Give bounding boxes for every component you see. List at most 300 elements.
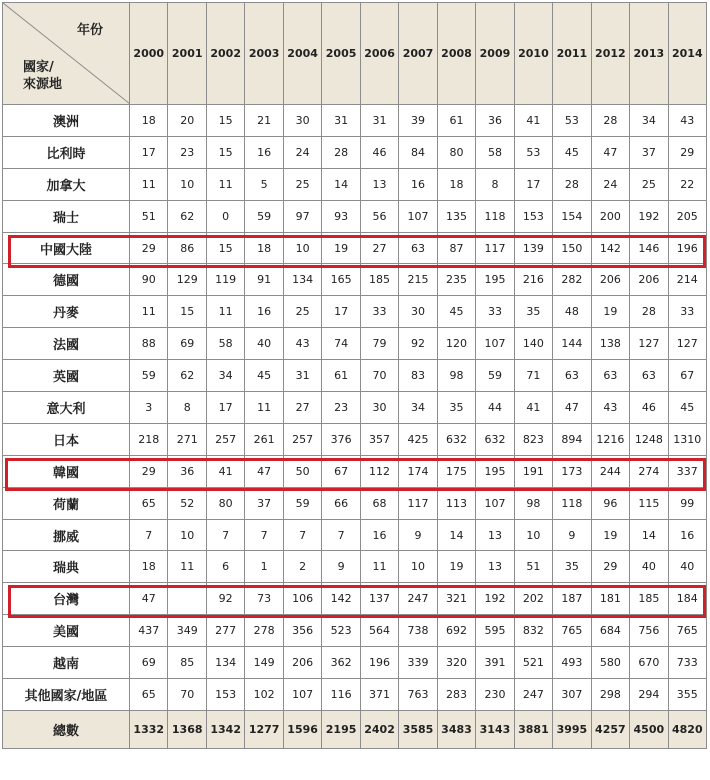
year-header: 2009	[476, 3, 514, 105]
value-cell: 46	[360, 136, 398, 168]
table-row	[3, 360, 707, 392]
value-cell: 90	[130, 264, 168, 296]
value-cell: 96	[591, 487, 629, 519]
value-cell: 261	[245, 423, 283, 455]
value-cell: 41	[206, 455, 244, 487]
year-header: 2014	[668, 3, 706, 105]
value-cell: 144	[553, 328, 591, 360]
value-cell: 58	[476, 136, 514, 168]
value-cell: 28	[322, 136, 360, 168]
value-cell: 63	[553, 360, 591, 392]
value-cell: 28	[630, 296, 668, 328]
value-cell: 339	[399, 647, 437, 679]
value-cell: 30	[283, 105, 321, 137]
value-cell: 320	[437, 647, 475, 679]
value-cell: 92	[206, 583, 244, 615]
corner-cell	[3, 3, 130, 105]
value-cell: 823	[514, 423, 552, 455]
table-row	[3, 105, 707, 137]
value-cell: 63	[591, 360, 629, 392]
value-cell: 257	[283, 423, 321, 455]
value-cell: 62	[168, 200, 206, 232]
country-name: 瑞典	[3, 551, 130, 583]
value-cell: 23	[322, 392, 360, 424]
value-cell: 376	[322, 423, 360, 455]
value-cell: 150	[553, 232, 591, 264]
value-cell: 357	[360, 423, 398, 455]
value-cell: 36	[476, 105, 514, 137]
value-cell: 670	[630, 647, 668, 679]
value-cell: 756	[630, 615, 668, 647]
year-header: 2002	[206, 3, 244, 105]
year-header: 2013	[630, 3, 668, 105]
value-cell: 46	[630, 392, 668, 424]
value-cell: 65	[130, 679, 168, 711]
value-cell: 3995	[553, 710, 591, 748]
value-cell: 13	[476, 519, 514, 551]
value-cell: 59	[245, 200, 283, 232]
value-cell: 564	[360, 615, 398, 647]
value-cell: 196	[360, 647, 398, 679]
value-cell: 153	[514, 200, 552, 232]
value-cell: 294	[630, 679, 668, 711]
value-cell: 5	[245, 168, 283, 200]
value-cell: 632	[437, 423, 475, 455]
value-cell: 80	[437, 136, 475, 168]
value-cell: 47	[130, 583, 168, 615]
value-cell: 7	[245, 519, 283, 551]
value-cell: 153	[206, 679, 244, 711]
value-cell: 24	[591, 168, 629, 200]
value-cell: 51	[514, 551, 552, 583]
value-cell: 274	[630, 455, 668, 487]
value-cell: 30	[360, 392, 398, 424]
value-cell: 118	[553, 487, 591, 519]
value-cell: 59	[130, 360, 168, 392]
value-cell: 191	[514, 455, 552, 487]
value-cell: 98	[437, 360, 475, 392]
value-cell: 71	[514, 360, 552, 392]
value-cell: 34	[399, 392, 437, 424]
value-cell: 165	[322, 264, 360, 296]
value-cell: 14	[630, 519, 668, 551]
value-cell: 118	[476, 200, 514, 232]
value-cell: 19	[437, 551, 475, 583]
value-cell: 1332	[130, 710, 168, 748]
value-cell: 175	[437, 455, 475, 487]
value-cell: 215	[399, 264, 437, 296]
value-cell: 437	[130, 615, 168, 647]
value-cell: 107	[399, 200, 437, 232]
value-cell: 33	[360, 296, 398, 328]
value-cell: 11	[245, 392, 283, 424]
value-cell: 11	[168, 551, 206, 583]
year-header: 2007	[399, 3, 437, 105]
value-cell: 192	[630, 200, 668, 232]
value-cell: 88	[130, 328, 168, 360]
value-cell: 595	[476, 615, 514, 647]
value-cell: 185	[360, 264, 398, 296]
value-cell: 282	[553, 264, 591, 296]
value-cell: 206	[630, 264, 668, 296]
value-cell: 181	[591, 583, 629, 615]
value-cell: 10	[514, 519, 552, 551]
value-cell: 391	[476, 647, 514, 679]
value-cell: 66	[322, 487, 360, 519]
value-cell: 0	[206, 200, 244, 232]
value-cell: 41	[514, 392, 552, 424]
value-cell: 4820	[668, 710, 706, 748]
value-cell: 139	[514, 232, 552, 264]
value-cell: 83	[399, 360, 437, 392]
value-cell: 738	[399, 615, 437, 647]
patent-table	[2, 2, 707, 749]
value-cell: 39	[399, 105, 437, 137]
value-cell: 1248	[630, 423, 668, 455]
value-cell: 733	[668, 647, 706, 679]
value-cell: 425	[399, 423, 437, 455]
value-cell: 14	[437, 519, 475, 551]
table-body	[3, 105, 707, 749]
value-cell: 70	[360, 360, 398, 392]
value-cell: 80	[206, 487, 244, 519]
value-cell: 87	[437, 232, 475, 264]
value-cell: 52	[168, 487, 206, 519]
total-row	[3, 710, 707, 748]
value-cell: 692	[437, 615, 475, 647]
value-cell: 18	[130, 551, 168, 583]
value-cell: 765	[553, 615, 591, 647]
value-cell: 247	[399, 583, 437, 615]
value-cell: 10	[168, 168, 206, 200]
value-cell: 7	[130, 519, 168, 551]
value-cell: 13	[476, 551, 514, 583]
value-cell: 283	[437, 679, 475, 711]
value-cell: 24	[283, 136, 321, 168]
table-row	[3, 200, 707, 232]
value-cell: 4257	[591, 710, 629, 748]
value-cell: 1	[245, 551, 283, 583]
value-cell: 3585	[399, 710, 437, 748]
value-cell: 763	[399, 679, 437, 711]
value-cell: 2402	[360, 710, 398, 748]
value-cell: 47	[553, 392, 591, 424]
value-cell: 35	[437, 392, 475, 424]
value-cell: 16	[245, 296, 283, 328]
value-cell: 40	[668, 551, 706, 583]
value-cell: 16	[668, 519, 706, 551]
value-cell: 45	[553, 136, 591, 168]
value-cell: 244	[591, 455, 629, 487]
value-cell: 8	[168, 392, 206, 424]
value-cell: 684	[591, 615, 629, 647]
value-cell: 19	[322, 232, 360, 264]
value-cell: 1277	[245, 710, 283, 748]
country-name: 台灣	[3, 583, 130, 615]
value-cell: 523	[322, 615, 360, 647]
value-cell: 31	[322, 105, 360, 137]
country-label-line1: 國家/	[23, 60, 54, 75]
value-cell: 134	[283, 264, 321, 296]
value-cell: 21	[245, 105, 283, 137]
value-cell: 202	[514, 583, 552, 615]
value-cell: 16	[360, 519, 398, 551]
value-cell: 36	[168, 455, 206, 487]
value-cell: 200	[591, 200, 629, 232]
value-cell: 174	[399, 455, 437, 487]
table-row	[3, 487, 707, 519]
value-cell: 31	[360, 105, 398, 137]
value-cell: 70	[168, 679, 206, 711]
value-cell: 34	[206, 360, 244, 392]
value-cell: 99	[668, 487, 706, 519]
year-header: 2004	[283, 3, 321, 105]
value-cell: 355	[668, 679, 706, 711]
value-cell: 832	[514, 615, 552, 647]
value-cell: 35	[553, 551, 591, 583]
value-cell: 106	[283, 583, 321, 615]
value-cell: 13	[360, 168, 398, 200]
value-cell: 218	[130, 423, 168, 455]
value-cell: 138	[591, 328, 629, 360]
value-cell: 29	[130, 455, 168, 487]
value-cell: 19	[591, 296, 629, 328]
table-row	[3, 423, 707, 455]
value-cell: 4500	[630, 710, 668, 748]
table-row	[3, 455, 707, 487]
value-cell: 43	[668, 105, 706, 137]
value-cell: 894	[553, 423, 591, 455]
country-name: 加拿大	[3, 168, 130, 200]
value-cell: 31	[283, 360, 321, 392]
value-cell: 59	[476, 360, 514, 392]
value-cell: 15	[206, 105, 244, 137]
value-cell: 214	[668, 264, 706, 296]
value-cell: 17	[514, 168, 552, 200]
value-cell: 50	[283, 455, 321, 487]
value-cell: 23	[168, 136, 206, 168]
value-cell: 69	[168, 328, 206, 360]
value-cell: 47	[245, 455, 283, 487]
year-header: 2006	[360, 3, 398, 105]
value-cell: 48	[553, 296, 591, 328]
value-cell: 102	[245, 679, 283, 711]
value-cell: 40	[245, 328, 283, 360]
value-cell: 356	[283, 615, 321, 647]
value-cell: 17	[130, 136, 168, 168]
table-row	[3, 392, 707, 424]
value-cell: 17	[206, 392, 244, 424]
value-cell: 6	[206, 551, 244, 583]
value-cell: 117	[399, 487, 437, 519]
table-row	[3, 232, 707, 264]
value-cell: 10	[168, 519, 206, 551]
value-cell: 63	[630, 360, 668, 392]
value-cell: 3143	[476, 710, 514, 748]
value-cell: 14	[322, 168, 360, 200]
value-cell: 107	[476, 328, 514, 360]
value-cell: 9	[399, 519, 437, 551]
value-cell: 135	[437, 200, 475, 232]
value-cell: 115	[630, 487, 668, 519]
value-cell: 19	[591, 519, 629, 551]
value-cell: 1596	[283, 710, 321, 748]
value-cell: 59	[283, 487, 321, 519]
value-cell: 127	[630, 328, 668, 360]
value-cell: 67	[668, 360, 706, 392]
value-cell: 7	[283, 519, 321, 551]
value-cell: 67	[322, 455, 360, 487]
value-cell: 29	[668, 136, 706, 168]
value-cell: 37	[245, 487, 283, 519]
value-cell: 18	[130, 105, 168, 137]
value-cell: 142	[322, 583, 360, 615]
country-name: 荷蘭	[3, 487, 130, 519]
year-label: 年份	[76, 23, 103, 38]
value-cell: 257	[206, 423, 244, 455]
value-cell: 65	[130, 487, 168, 519]
value-cell: 271	[168, 423, 206, 455]
value-cell: 35	[514, 296, 552, 328]
table-row	[3, 647, 707, 679]
value-cell: 56	[360, 200, 398, 232]
value-cell: 337	[668, 455, 706, 487]
value-cell: 154	[553, 200, 591, 232]
value-cell: 91	[245, 264, 283, 296]
value-cell: 362	[322, 647, 360, 679]
value-cell: 63	[399, 232, 437, 264]
value-cell: 140	[514, 328, 552, 360]
value-cell: 7	[322, 519, 360, 551]
country-name: 中國大陸	[3, 232, 130, 264]
value-cell: 580	[591, 647, 629, 679]
value-cell: 22	[668, 168, 706, 200]
value-cell: 3483	[437, 710, 475, 748]
value-cell: 349	[168, 615, 206, 647]
country-name: 挪威	[3, 519, 130, 551]
value-cell: 15	[168, 296, 206, 328]
value-cell: 61	[437, 105, 475, 137]
value-cell: 107	[283, 679, 321, 711]
value-cell: 1342	[206, 710, 244, 748]
value-cell: 33	[476, 296, 514, 328]
value-cell: 11	[360, 551, 398, 583]
value-cell: 37	[630, 136, 668, 168]
value-cell: 28	[553, 168, 591, 200]
value-cell: 53	[553, 105, 591, 137]
value-cell: 8	[476, 168, 514, 200]
header-row	[3, 3, 707, 105]
value-cell: 134	[206, 647, 244, 679]
value-cell: 84	[399, 136, 437, 168]
value-cell: 119	[206, 264, 244, 296]
country-name: 澳洲	[3, 105, 130, 137]
table-row	[3, 551, 707, 583]
value-cell: 149	[245, 647, 283, 679]
value-cell: 1310	[668, 423, 706, 455]
value-cell: 58	[206, 328, 244, 360]
value-cell: 137	[360, 583, 398, 615]
value-cell: 29	[130, 232, 168, 264]
value-cell: 34	[630, 105, 668, 137]
table-row	[3, 583, 707, 615]
value-cell: 29	[591, 551, 629, 583]
value-cell: 40	[630, 551, 668, 583]
value-cell: 10	[283, 232, 321, 264]
country-name: 英國	[3, 360, 130, 392]
value-cell: 142	[591, 232, 629, 264]
country-name: 丹麥	[3, 296, 130, 328]
value-cell: 11	[130, 296, 168, 328]
country-name: 比利時	[3, 136, 130, 168]
country-name: 德國	[3, 264, 130, 296]
value-cell: 25	[283, 296, 321, 328]
value-cell: 765	[668, 615, 706, 647]
country-label	[23, 59, 62, 93]
table-row	[3, 679, 707, 711]
value-cell: 127	[668, 328, 706, 360]
value-cell: 27	[360, 232, 398, 264]
value-cell: 27	[283, 392, 321, 424]
value-cell: 493	[553, 647, 591, 679]
value-cell: 98	[514, 487, 552, 519]
value-cell: 187	[553, 583, 591, 615]
value-cell: 92	[399, 328, 437, 360]
country-name: 其他國家/地區	[3, 679, 130, 711]
value-cell: 371	[360, 679, 398, 711]
value-cell: 45	[668, 392, 706, 424]
value-cell: 2	[283, 551, 321, 583]
value-cell: 116	[322, 679, 360, 711]
value-cell: 120	[437, 328, 475, 360]
table-row	[3, 519, 707, 551]
value-cell: 129	[168, 264, 206, 296]
value-cell: 25	[283, 168, 321, 200]
value-cell: 277	[206, 615, 244, 647]
diagonal-line	[3, 3, 130, 104]
value-cell: 192	[476, 583, 514, 615]
value-cell: 117	[476, 232, 514, 264]
value-cell: 51	[130, 200, 168, 232]
country-name: 瑞士	[3, 200, 130, 232]
value-cell: 69	[130, 647, 168, 679]
value-cell: 196	[668, 232, 706, 264]
value-cell: 45	[245, 360, 283, 392]
value-cell: 17	[322, 296, 360, 328]
year-header: 2008	[437, 3, 475, 105]
value-cell: 107	[476, 487, 514, 519]
value-cell: 112	[360, 455, 398, 487]
value-cell: 173	[553, 455, 591, 487]
value-cell: 206	[283, 647, 321, 679]
table-row	[3, 615, 707, 647]
value-cell: 16	[245, 136, 283, 168]
value-cell: 230	[476, 679, 514, 711]
value-cell: 53	[514, 136, 552, 168]
value-cell: 68	[360, 487, 398, 519]
value-cell: 44	[476, 392, 514, 424]
value-cell: 195	[476, 264, 514, 296]
year-header: 2010	[514, 3, 552, 105]
value-cell	[168, 583, 206, 615]
value-cell: 10	[399, 551, 437, 583]
value-cell: 632	[476, 423, 514, 455]
value-cell: 41	[514, 105, 552, 137]
country-label-line2: 來源地	[23, 77, 63, 92]
value-cell: 307	[553, 679, 591, 711]
value-cell: 146	[630, 232, 668, 264]
value-cell: 43	[591, 392, 629, 424]
